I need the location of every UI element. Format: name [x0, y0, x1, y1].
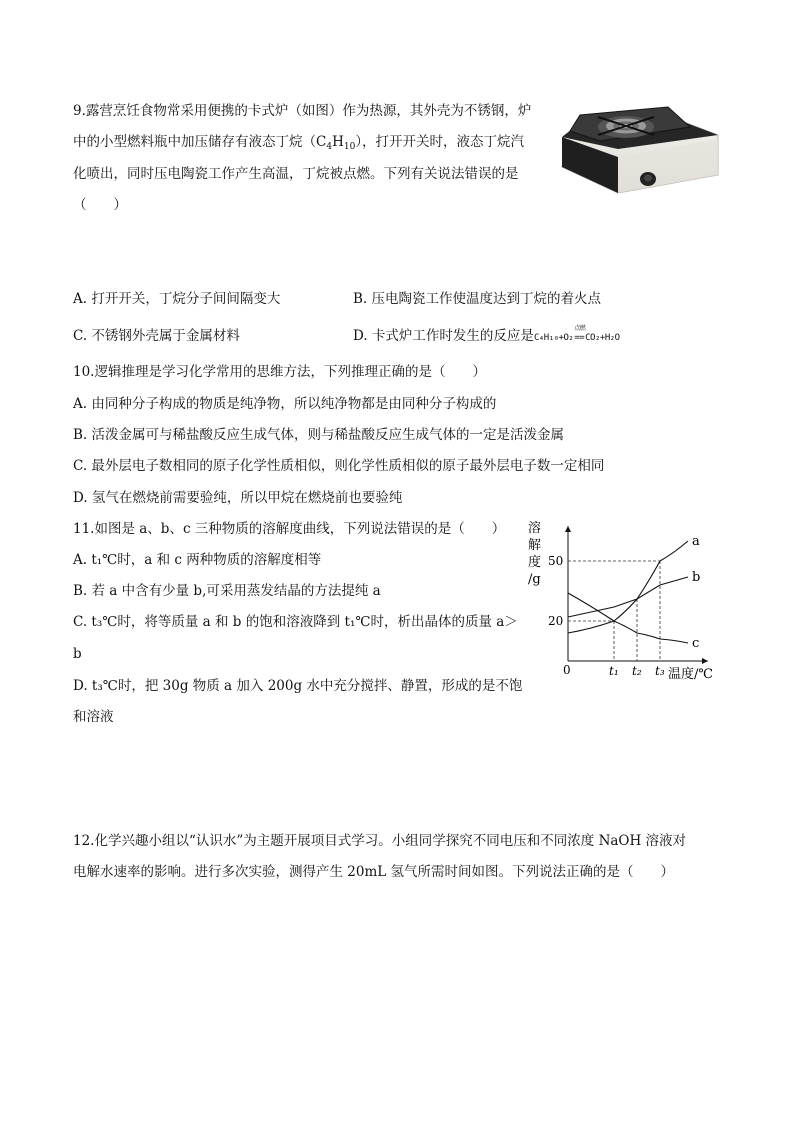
origin-label: 0: [563, 663, 571, 677]
q9-option-d[interactable]: D. 卡式炉工作时发生的反应是C₄H₁₀+O₂ 点燃 ==CO₂+H₂O: [353, 325, 620, 344]
q9-stem-line2: 中的小型燃料瓶中加压储存有液态丁烷$(C_4H_{10})$，打开开关时，液态丁烷汽: [73, 134, 525, 152]
q9-stem-line1: 9.露营烹饪食物常采用便携的卡式炉（如图）作为热源，其外壳为不锈钢，炉: [73, 103, 532, 119]
q12-stem-line2: 电解水速率的影响。进行多次实验，测得产生 20mL 氢气所需时间如图。下列说法正确的是（ ）: [73, 864, 675, 880]
q10-option-d[interactable]: D. 氢气在燃烧前需要验纯，所以甲烷在燃烧前也要验纯: [73, 490, 403, 506]
x-tick-label: t₂: [632, 664, 642, 678]
q9-option-b[interactable]: B. 压电陶瓷工作使温度达到丁烷的着火点: [353, 291, 602, 307]
x-tick-label: t₁: [609, 664, 619, 678]
q11-stem: 11.如图是 a、b、c 三种物质的溶解度曲线，下列说法错误的是（ ）: [73, 521, 506, 537]
q10-option-b[interactable]: B. 活泼金属可与稀盐酸反应生成气体，则与稀盐酸反应生成气体的一定是活泼金属: [73, 427, 565, 443]
y-axis-label: /g: [528, 572, 541, 587]
q11-option-c[interactable]: C. t₃℃时，将等质量 a 和 b 的饱和溶液降到 t₁℃时，析出晶体的质量 a＞: [73, 614, 518, 630]
q11-option-d[interactable]: D. t₃℃时，把 30g 物质 a 加入 200g 水中充分搅拌、静置，形成的是不饱: [73, 678, 523, 694]
x-axis-label: 温度/℃: [668, 667, 713, 682]
q9-stem-line3: 化喷出，同时压电陶瓷工作产生高温，丁烷被点燃。下列有关说法错误的是: [73, 166, 519, 182]
q11-option-c-cont: b: [73, 646, 82, 662]
q11-option-a[interactable]: A. t₁℃时，a 和 c 两种物质的溶解度相等: [73, 552, 322, 568]
q9-option-a[interactable]: A. 打开开关，丁烷分子间间隔变大: [73, 291, 281, 307]
x-tick-label: t₃: [655, 664, 665, 678]
curve-a: [568, 541, 688, 633]
q11-option-b[interactable]: B. 若 a 中含有少量 b,可采用蒸发结晶的方法提纯 a: [73, 583, 381, 599]
curve-label-c: c: [692, 636, 700, 651]
x-axis-arrow: [702, 658, 708, 664]
y-axis-label: 溶: [528, 521, 542, 536]
curve-b: [568, 577, 688, 617]
solubility-chart: [518, 516, 728, 686]
curve-c: [568, 593, 688, 643]
stove-image: [558, 97, 722, 199]
curve-label-a: a: [692, 534, 700, 549]
y-axis-label: 解: [528, 538, 542, 553]
y-tick-label: 50: [548, 554, 564, 568]
y-tick-label: 20: [548, 614, 564, 628]
q10-stem: 10.逻辑推理是学习化学常用的思维方法，下列推理正确的是（ ）: [73, 364, 486, 380]
q10-option-a[interactable]: A. 由同种分子构成的物质是纯净物，所以纯净物都是由同种分子构成的: [73, 396, 497, 412]
q12-stem-line1: 12.化学兴趣小组以“认识水”为主题开展项目式学习。小组同学探究不同电压和不同浓度 NaOH 溶液对: [73, 833, 687, 849]
reaction-equation: C₄H₁₀+O₂ 点燃 ==CO₂+H₂O: [533, 325, 620, 343]
q9-answer-blank: （ ）: [73, 197, 127, 213]
q9-option-c[interactable]: C. 不锈钢外壳属于金属材料: [73, 328, 240, 344]
curve-label-b: b: [692, 570, 701, 585]
y-axis-label: 度: [528, 555, 542, 570]
y-axis-arrow: [565, 526, 571, 532]
q10-option-c[interactable]: C. 最外层电子数相同的原子化学性质相似，则化学性质相似的原子最外层电子数一定相同: [73, 458, 605, 474]
q11-option-d-cont: 和溶液: [73, 709, 114, 725]
